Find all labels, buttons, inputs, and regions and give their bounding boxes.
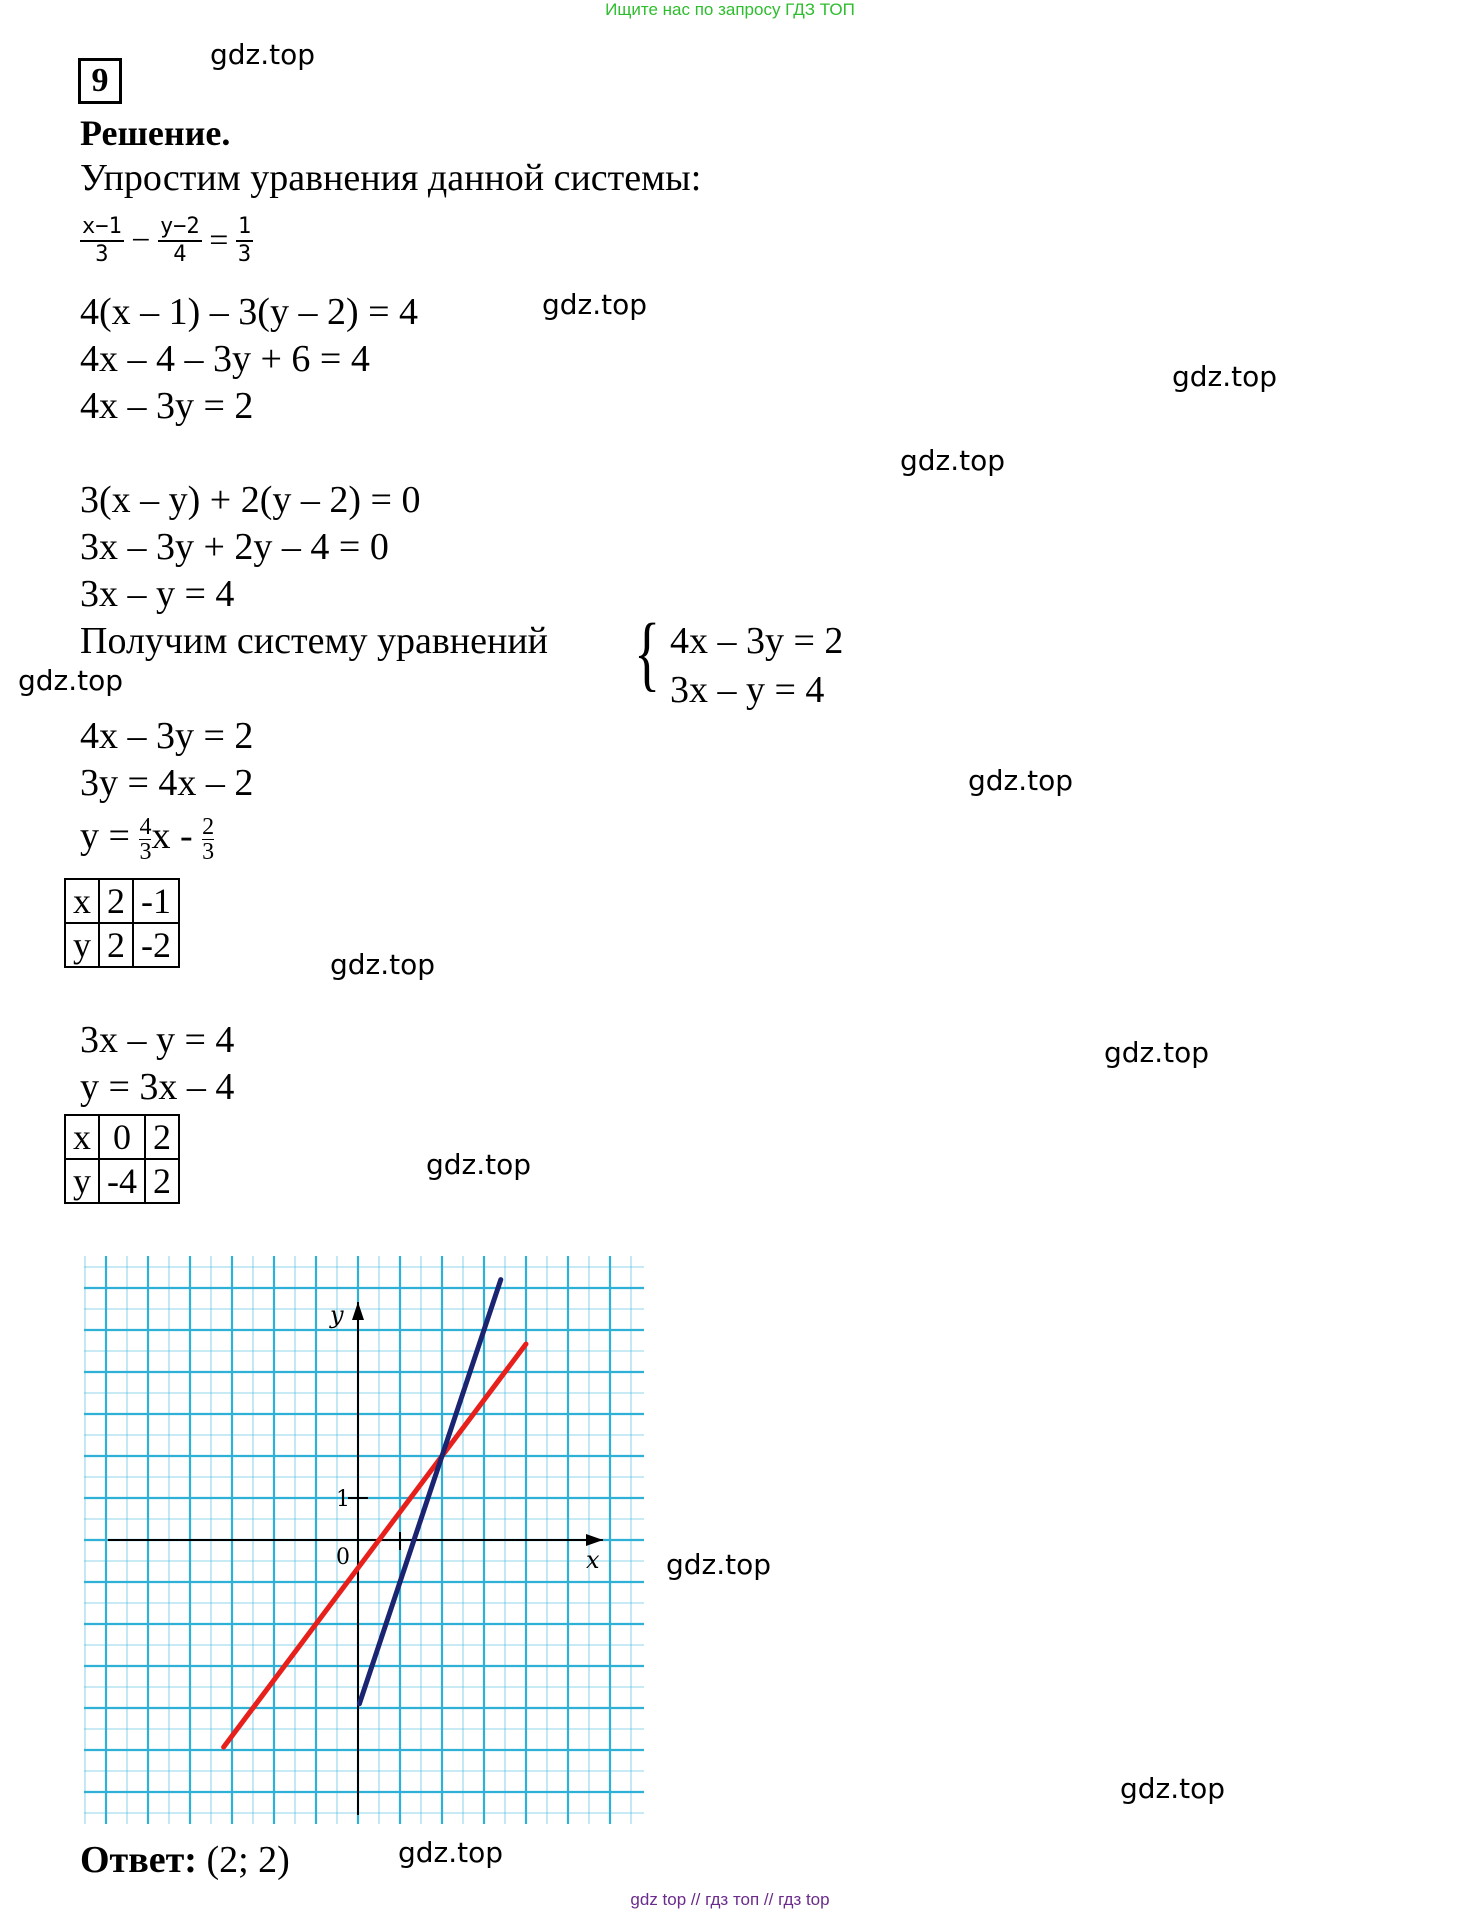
eq2-step-3: 3x – y = 4 (80, 573, 235, 615)
watermark: gdz.top (1120, 1772, 1226, 1805)
table-cell: 2 (99, 879, 133, 923)
watermark: gdz.top (968, 764, 1074, 797)
table-cell: 0 (99, 1115, 145, 1159)
system-line-1: 4x – 3y = 2 (670, 620, 844, 662)
fraction-third: $\frac{1}{3}$ (237, 214, 252, 267)
task-number: 9 (78, 58, 122, 104)
table-row (65, 923, 179, 967)
eq1-step-1: 4(x – 1) – 3(y – 2) = 4 (80, 291, 419, 333)
graph-axes (108, 1301, 603, 1815)
eq2-step-2: 3x – 3y + 2y – 4 = 0 (80, 526, 389, 568)
line2-step-1: 3x – y = 4 (80, 1019, 235, 1061)
blue-line-series (359, 1280, 500, 1704)
table-cell: y (65, 1159, 99, 1203)
system-label: Получим систему уравнений (80, 620, 549, 662)
line2-step-2: y = 3x – 4 (80, 1066, 235, 1108)
equation-fractions: $\frac{x-1}{3}$ − $\frac{y-2}{4}$ = $\frac{1}{3}$ (82, 214, 252, 267)
intercept-fraction: $\frac{2}{3}$ (202, 813, 215, 865)
table-cell: -4 (99, 1159, 145, 1203)
watermark: gdz.top (1172, 360, 1278, 393)
table-row (65, 1159, 179, 1203)
table-cell: 2 (145, 1159, 179, 1203)
watermark: gdz.top (1104, 1036, 1210, 1069)
solution-heading: Решение. (80, 113, 231, 153)
eq2-step-1: 3(x – y) + 2(y – 2) = 0 (80, 479, 421, 521)
values-table-line1 (64, 878, 180, 968)
answer (80, 1838, 290, 1882)
table-cell: 2 (99, 923, 133, 967)
line1-step-2: 3y = 4x – 2 (80, 762, 254, 804)
table-cell: 2 (145, 1115, 179, 1159)
one-label: 1 (336, 1487, 350, 1512)
fraction-y: $\frac{y-2}{4}$ (159, 214, 200, 267)
search-banner: Ищите нас по запросу ГДЗ ТОП (605, 0, 855, 19)
plot-lines (224, 1280, 526, 1748)
y-axis-arrow (352, 1302, 364, 1320)
answer-label: Ответ: (80, 1839, 197, 1881)
table-row (65, 879, 179, 923)
system-brace: { (634, 607, 661, 700)
watermark: gdz.top (900, 444, 1006, 477)
y-axis-label: y (330, 1301, 344, 1329)
watermark: gdz.top (210, 38, 316, 71)
intro-text: Упростим уравнения данной системы: (80, 157, 702, 199)
values-table-line2 (64, 1114, 180, 1204)
watermark: gdz.top (426, 1148, 532, 1181)
watermark: gdz.top (666, 1548, 772, 1581)
watermark: gdz.top (330, 948, 436, 981)
line1-step-1: 4x – 3y = 2 (80, 715, 254, 757)
table-cell: -1 (133, 879, 179, 923)
answer-value: (2; 2) (206, 1839, 290, 1881)
origin-label: 0 (336, 1545, 350, 1570)
x-axis-arrow (586, 1534, 603, 1546)
watermark: gdz.top (542, 288, 648, 321)
table-cell: y (65, 923, 99, 967)
table-cell: -2 (133, 923, 179, 967)
slope-fraction: $\frac{4}{3}$ (139, 813, 152, 865)
fraction-x: $\frac{x-1}{3}$ (82, 214, 122, 267)
eq1-step-3: 4x – 3y = 2 (80, 385, 254, 427)
bottom-nav: gdz top // гдз топ // гдз top (630, 1890, 830, 1909)
watermark: gdz.top (398, 1836, 504, 1869)
table-cell: x (65, 879, 99, 923)
system-line-2: 3x – y = 4 (670, 669, 825, 711)
x-axis-label: x (586, 1546, 600, 1574)
eq1-step-2: 4x – 4 – 3y + 6 = 4 (80, 338, 370, 380)
graph (78, 1250, 650, 1830)
watermark: gdz.top (18, 664, 124, 697)
table-row (65, 1115, 179, 1159)
line1-formula: y = $\frac{4}{3}$ x - $\frac{2}{3}$ (80, 813, 215, 865)
table-cell: x (65, 1115, 99, 1159)
